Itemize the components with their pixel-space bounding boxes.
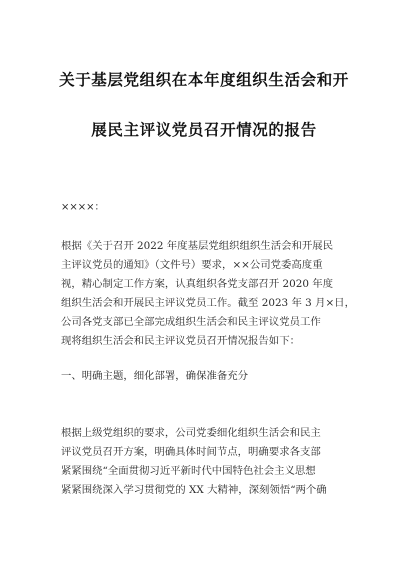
paragraph-line: 视，精心制定工作方案，认真组织各党支部召开 2020 年度: [61, 278, 334, 290]
paragraph-line: 根据《关于召开 2022 年度基层党组织组织生活会和开展民: [61, 240, 334, 252]
document-title-line-2: 展民主评议党员召开情况的报告: [91, 121, 317, 139]
section-heading: 一、明确主题，细化部署，确保准备充分: [61, 370, 249, 382]
document-title-line-1: 关于基层党组织在本年度组织生活会和开: [59, 71, 349, 89]
paragraph-line: 评议党员召开方案，明确具体时间节点，明确要求各支部: [61, 446, 321, 458]
paragraph-intro: [61, 237, 361, 351]
paragraph-section-1: [61, 424, 361, 500]
paragraph-line: 公司各党支部已全部完成组织生活会和民主评议党员工作: [61, 316, 321, 328]
paragraph-line: 现将组织生活会和民主评议党员召开情况报告如下：: [61, 335, 300, 347]
paragraph-line: 主评议党员的通知》（文件号）要求，××公司党委高度重: [61, 259, 323, 271]
paragraph-line: 根据上级党组织的要求，公司党委细化组织生活会和民主: [61, 427, 321, 439]
paragraph-line: 紧紧围绕“全面贯彻习近平新时代中国特色社会主义思想: [61, 465, 316, 477]
paragraph-line: 紧紧围绕深入学习贯彻党的 XX 大精神，深刻领悟“两个确: [61, 484, 327, 496]
paragraph-line: 组织生活会和开展民主评议党员工作。截至 2023 年 3 月×日，: [61, 297, 355, 309]
salutation: ××××：: [61, 202, 105, 213]
